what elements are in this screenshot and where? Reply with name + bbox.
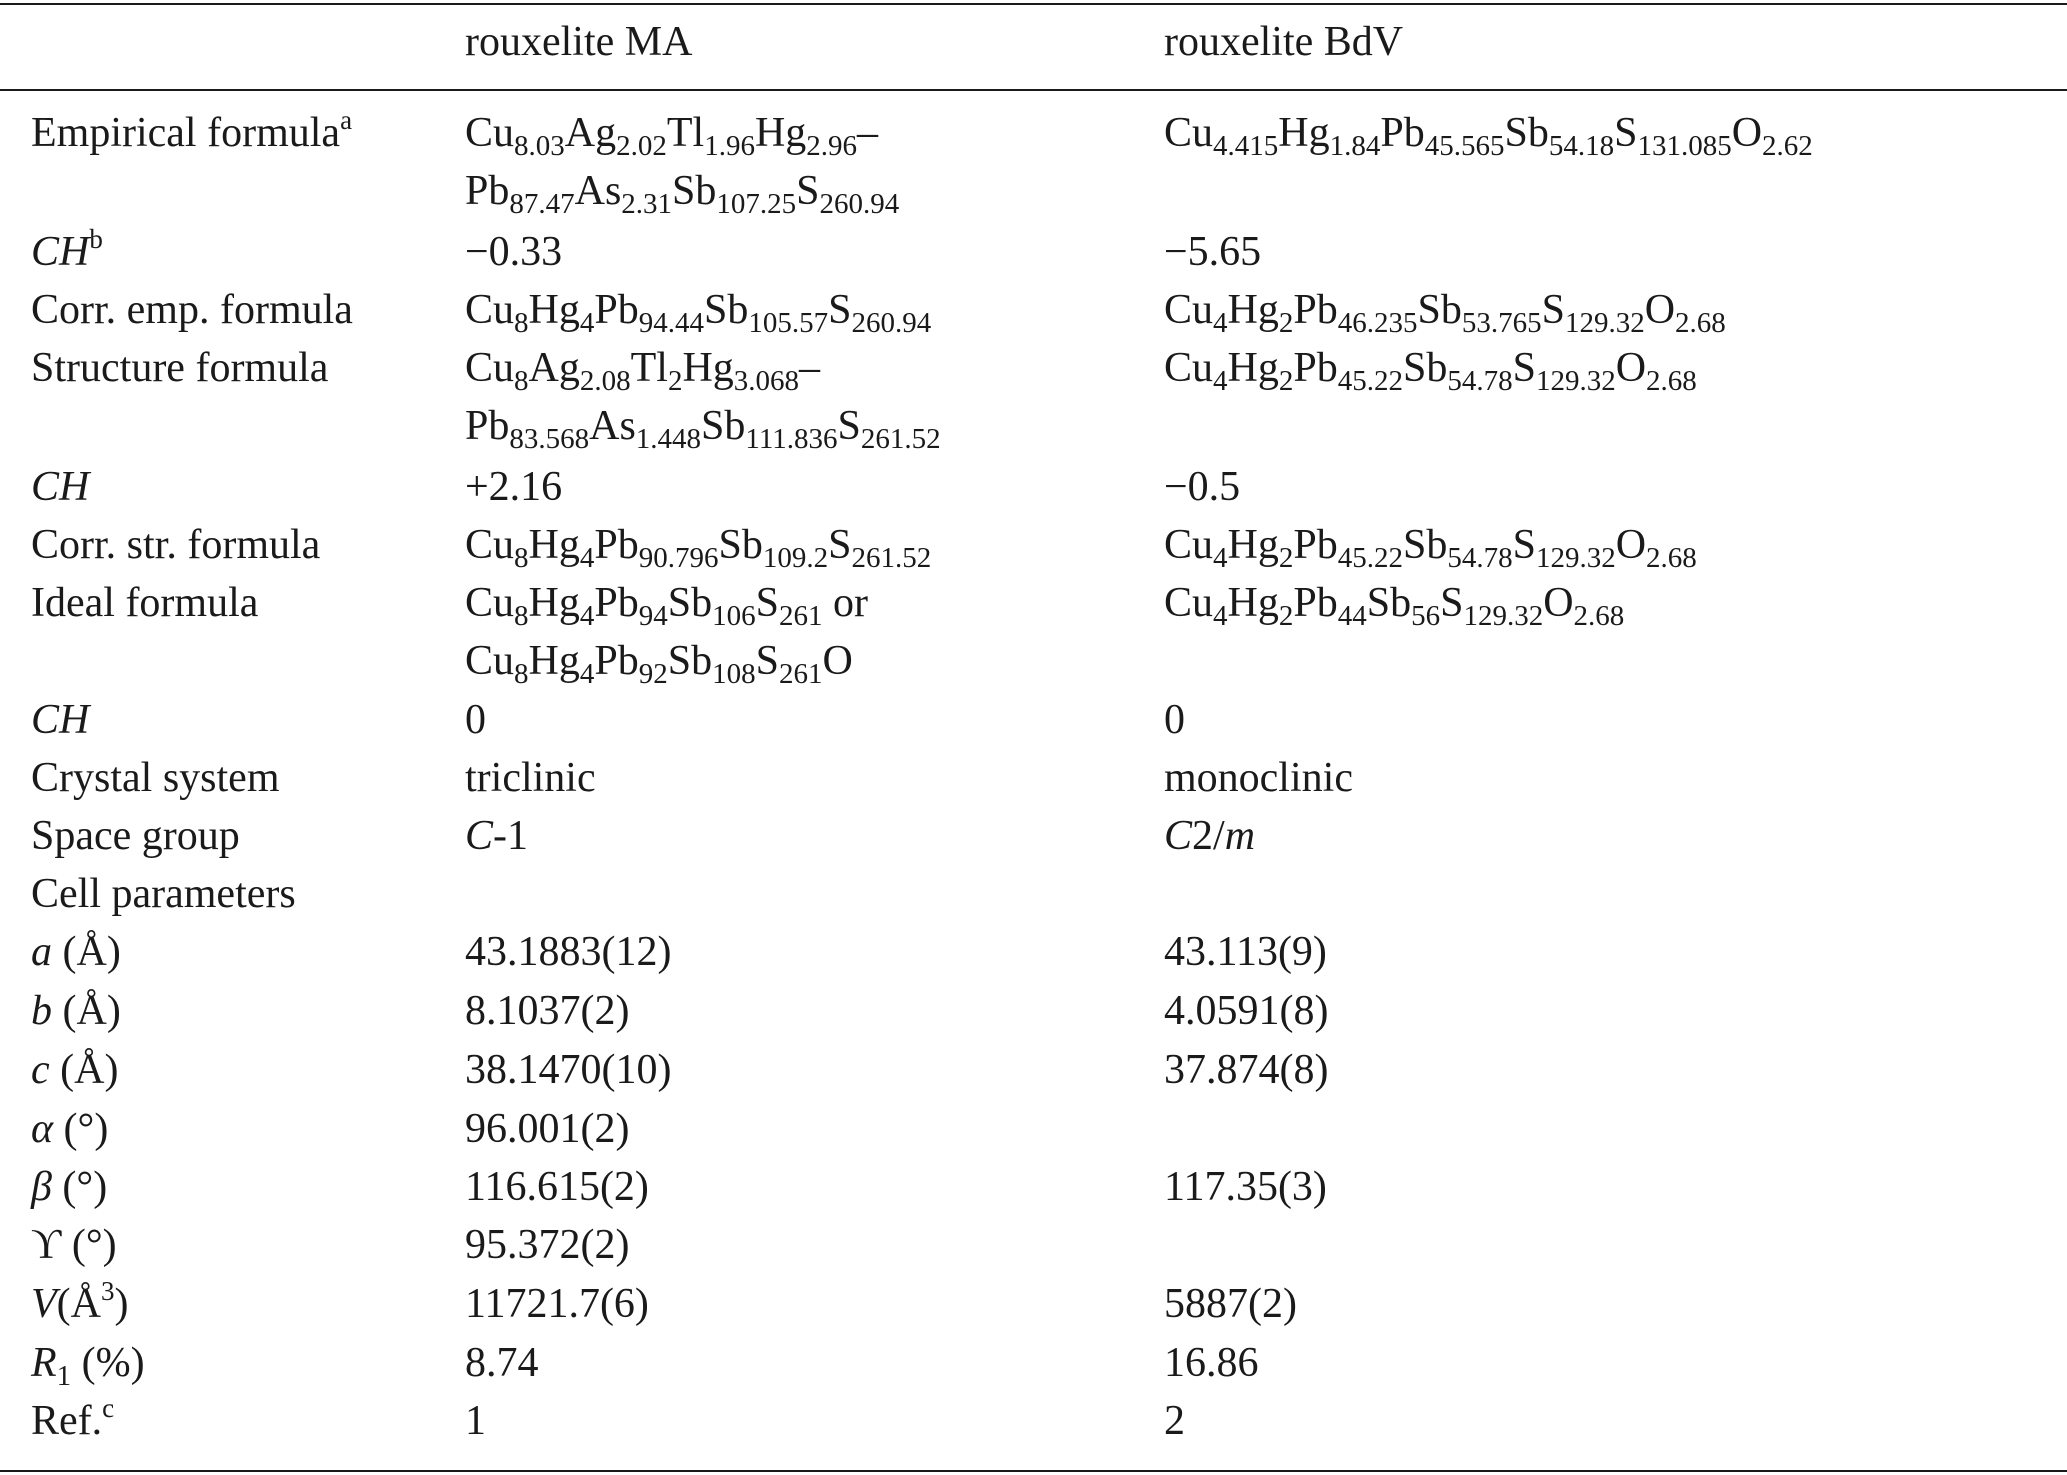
value-ma: 38.1470(10) (465, 1047, 672, 1093)
value-bdv: −5.65 (1164, 229, 1262, 275)
table-row-corr-emp-formula (0, 281, 2067, 341)
table-row-ch (0, 223, 2067, 283)
row-label: ϒ (°) (31, 1222, 117, 1268)
formula-bdv: $Cu_4Hg_2Pb_{44}Sb_{56}S_{129.32}O_{2.68}$ (1164, 580, 1625, 632)
row-label: Cell parameters (31, 871, 296, 917)
value-bdv: 37.874(8) (1164, 1047, 1329, 1093)
value-bdv: 5887(2) (1164, 1281, 1297, 1327)
value-ma: 96.001(2) (465, 1106, 630, 1152)
value-ma: 43.1883(12) (465, 929, 672, 975)
row-label: CH (31, 464, 90, 510)
table-row-crystal-system (0, 749, 2067, 809)
row-label: $V(Å^3)$ (31, 1276, 129, 1327)
formula-bdv: $Cu_4Hg_2Pb_{45.22}Sb_{54.78}S_{129.32}O_{2.68}$ (1164, 522, 1697, 574)
row-label: Corr. emp. formula (31, 287, 353, 333)
row-label: Ideal formula (31, 580, 259, 626)
value-ma: 8.74 (465, 1340, 539, 1386)
value-bdv: C2/m (1164, 813, 1256, 859)
row-label: $CH^b$ (31, 224, 103, 275)
row-label: Empirical formula$^a$ (31, 105, 353, 156)
table-row-cell-c (0, 1041, 2067, 1101)
table-top-rule (0, 3, 2067, 5)
table-row-space-group (0, 807, 2067, 867)
table-row-ideal-formula (0, 574, 2067, 690)
table-header-rule (0, 89, 2067, 91)
column-header-ma: rouxelite MA (465, 19, 693, 65)
table-row-cell-b (0, 982, 2067, 1042)
table-row-cell-beta (0, 1158, 2067, 1218)
value-ma: 11721.7(6) (465, 1281, 649, 1327)
row-label: Crystal system (31, 755, 280, 801)
formula-ma: $Cu_8Ag_{2.08}Tl_2Hg_{3.068}-$ $Pb_{83.568}As_{1.448}Sb_{111.836}S_{261.52}$ (465, 345, 941, 455)
value-bdv: 43.113(9) (1164, 929, 1327, 975)
value-bdv: −0.5 (1164, 464, 1241, 510)
row-label: Corr. str. formula (31, 522, 321, 568)
row-label: Space group (31, 813, 240, 859)
table-row-ch (0, 691, 2067, 751)
column-header-bdv: rouxelite BdV (1164, 19, 1404, 65)
formula-ma: $Cu_8Hg_4Pb_{90.796}Sb_{109.2}S_{261.52}$ (465, 522, 932, 574)
table-row-ref (0, 1392, 2067, 1452)
value-ma: C-1 (465, 813, 529, 859)
table-bottom-rule (0, 1470, 2067, 1472)
table-header (0, 13, 2067, 73)
row-label: Ref.$^c$ (31, 1393, 115, 1444)
formula-ma: $Cu_{8.03}Ag_{2.02}Tl_{1.96}Hg_{2.96}-$ $Pb_{87.47}As_{2.31}Sb_{107.25}S_{260.94}$ (465, 110, 900, 220)
table-row-ch (0, 458, 2067, 518)
table-row-r1 (0, 1334, 2067, 1394)
value-ma: 0 (465, 697, 486, 743)
table-row-cell-gamma (0, 1216, 2067, 1276)
formula-ma: $Cu_8Hg_4Pb_{94}Sb_{106}S_{261}$ or $Cu_8Hg_4Pb_{92}Sb_{108}S_{261}O$ (465, 580, 868, 690)
value-ma: 95.372(2) (465, 1222, 630, 1268)
table-row-cell-parameters (0, 865, 2067, 925)
table-row-corr-str-formula (0, 516, 2067, 576)
value-bdv: monoclinic (1164, 755, 1353, 801)
value-ma: 1 (465, 1398, 486, 1444)
value-bdv: 16.86 (1164, 1340, 1259, 1386)
value-bdv: 2 (1164, 1398, 1185, 1444)
value-ma: −0.33 (465, 229, 563, 275)
table-row-structure-formula (0, 339, 2067, 455)
value-ma: triclinic (465, 755, 596, 801)
formula-ma: $Cu_8Hg_4Pb_{94.44}Sb_{105.57}S_{260.94}$ (465, 287, 932, 339)
value-ma: +2.16 (465, 464, 563, 510)
row-label: c (Å) (31, 1047, 119, 1093)
row-label: β (°) (31, 1164, 108, 1210)
value-bdv: 4.0591(8) (1164, 988, 1329, 1034)
row-label: b (Å) (31, 988, 121, 1034)
table-row-empirical-formula (0, 104, 2067, 220)
table-row-cell-volume (0, 1275, 2067, 1335)
row-label: α (°) (31, 1106, 109, 1152)
formula-bdv: $Cu_{4.415}Hg_{1.84}Pb_{45.565}Sb_{54.18}S_{131.085}O_{2.62}$ (1164, 110, 1813, 162)
value-bdv: 117.35(3) (1164, 1164, 1327, 1210)
row-label: $R_1$ (%) (31, 1340, 145, 1392)
row-label: CH (31, 697, 90, 743)
row-label: a (Å) (31, 929, 121, 975)
formula-bdv: $Cu_4Hg_2Pb_{45.22}Sb_{54.78}S_{129.32}O_{2.68}$ (1164, 345, 1697, 397)
table-row-cell-alpha (0, 1100, 2067, 1160)
table-row-cell-a (0, 923, 2067, 983)
value-ma: 116.615(2) (465, 1164, 649, 1210)
formula-bdv: $Cu_4Hg_2Pb_{46.235}Sb_{53.765}S_{129.32}O_{2.68}$ (1164, 287, 1726, 339)
value-bdv: 0 (1164, 697, 1185, 743)
row-label: Structure formula (31, 345, 329, 391)
value-ma: 8.1037(2) (465, 988, 630, 1034)
